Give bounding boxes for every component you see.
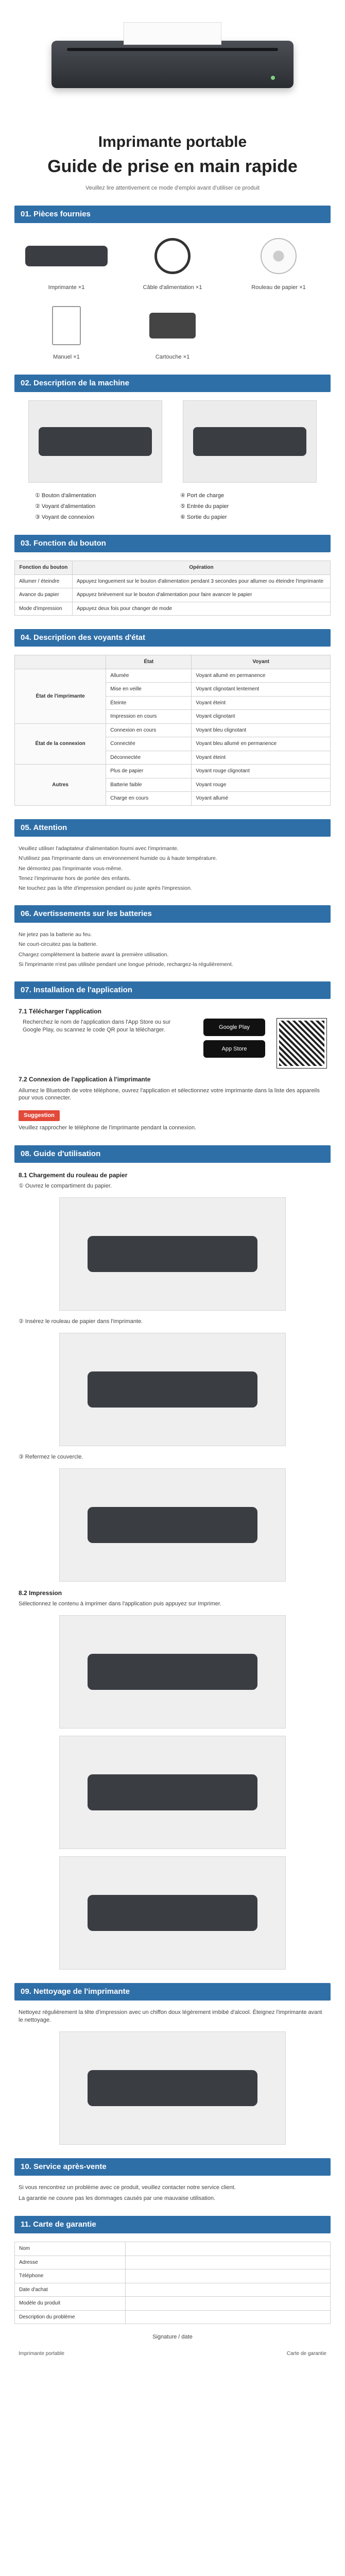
- part-name: Cartouche: [155, 354, 182, 361]
- printer-illustration: [88, 1236, 257, 1272]
- part-item: [232, 231, 325, 292]
- group-label: État de la connexion: [15, 723, 106, 765]
- warranty-label: Date d'achat: [15, 2283, 126, 2297]
- warranty-field[interactable]: [125, 2256, 330, 2269]
- legend-item: ③ Voyant de connexion: [35, 514, 95, 521]
- product-hero: [14, 0, 331, 129]
- guide-step: ① Ouvrez le compartiment du papier.: [19, 1183, 112, 1190]
- printer-illustration: [88, 1507, 257, 1543]
- parts-grid: [14, 231, 331, 361]
- part-name: Imprimante: [48, 284, 77, 291]
- section-header-app: 07. Installation de l'application: [14, 981, 331, 999]
- guide-step: ② Insérez le rouleau de papier dans l'imprimante.: [19, 1318, 143, 1325]
- paper-slot: [67, 48, 278, 51]
- table-header: État: [106, 655, 192, 669]
- battery-list: [19, 931, 326, 968]
- table-row: [15, 669, 331, 683]
- part-qty: ×1: [183, 354, 190, 361]
- list-item: Ne démontez pas l'imprimante vous-même.: [19, 865, 123, 872]
- qr-code-icon[interactable]: [277, 1019, 326, 1068]
- page-footer: [19, 2350, 326, 2358]
- table-cell: Voyant allumé en permanence: [192, 669, 331, 683]
- app-connect-text: Allumez le Bluetooth de votre téléphone, ouvrez l'application et sélectionnez votre imprimante dans la liste des appareils pour vous connecter.: [19, 1087, 320, 1101]
- warranty-field[interactable]: [125, 2269, 330, 2283]
- printer-illustration: [51, 41, 294, 88]
- warranty-label: Adresse: [15, 2256, 126, 2269]
- table-cell: Voyant éteint: [192, 751, 331, 765]
- status-table: [14, 655, 331, 806]
- printer-icon: [25, 246, 108, 266]
- section-header-attention: 05. Attention: [14, 819, 331, 837]
- signature-line: Signature / date: [152, 2334, 193, 2341]
- section-header-machine: 02. Description de la machine: [14, 375, 331, 392]
- service-text: Si vous rencontrez un problème avec ce produit, veuillez contacter notre service client.: [19, 2184, 236, 2191]
- machine-front-view: [28, 400, 162, 483]
- store-badges: [203, 1019, 265, 1058]
- table-row: [15, 2242, 331, 2256]
- cable-icon: [154, 238, 191, 274]
- table-cell: Voyant rouge: [192, 778, 331, 792]
- table-cell: Voyant éteint: [192, 696, 331, 710]
- section-header-parts: 01. Pièces fournies: [14, 206, 331, 223]
- legend-item: ② Voyant d'alimentation: [35, 503, 96, 510]
- cartridge-icon: [149, 313, 196, 338]
- app-download-heading: 7.1 Télécharger l'application: [19, 1008, 101, 1015]
- part-item: [20, 231, 113, 292]
- table-cell: Voyant bleu clignotant: [192, 723, 331, 737]
- table-cell: Voyant rouge clignotant: [192, 765, 331, 778]
- part-qty: ×1: [195, 284, 202, 291]
- guide-subtitle: Guide de prise en main rapide: [47, 156, 298, 176]
- table-cell: Connectée: [106, 737, 192, 751]
- cleaning-text: Nettoyez régulièrement la tête d'impression avec un chiffon doux légèrement imbibé d'alcool. Éteignez l'imprimante avant le nettoyage.: [19, 2009, 322, 2024]
- machine-diagram: [14, 400, 331, 483]
- table-cell: Mise en veille: [106, 683, 192, 697]
- list-item: Ne court-circuitez pas la batterie.: [19, 941, 98, 948]
- machine-legend: [14, 492, 331, 521]
- table-cell: Allumée: [106, 669, 192, 683]
- list-item: Tenez l'imprimante hors de portée des enfants.: [19, 875, 131, 882]
- part-qty: ×1: [78, 284, 85, 291]
- guide-illustration: [14, 1856, 331, 1970]
- manual-icon: [52, 306, 81, 345]
- legend-item: ④ Port de charge: [180, 493, 225, 499]
- warranty-field[interactable]: [125, 2310, 330, 2324]
- printer-illustration: [88, 1654, 257, 1690]
- guide-illustration: [14, 1468, 331, 1582]
- app-connect-heading: 7.2 Connexion de l'application à l'imprimante: [19, 1076, 151, 1083]
- section-header-battery: 06. Avertissements sur les batteries: [14, 905, 331, 923]
- guide-illustration: [14, 1333, 331, 1446]
- app-store-badge[interactable]: App Store: [203, 1040, 265, 1058]
- suggestion-tag: Suggestion: [19, 1110, 60, 1121]
- warranty-field[interactable]: [125, 2297, 330, 2311]
- guide-illustration: [14, 1615, 331, 1728]
- google-play-badge[interactable]: Google Play: [203, 1019, 265, 1036]
- legend-item: ⑥ Sortie du papier: [180, 514, 227, 521]
- table-row: [15, 574, 331, 588]
- section-header-guide: 08. Guide d'utilisation: [14, 1145, 331, 1163]
- warranty-field[interactable]: [125, 2283, 330, 2297]
- app-download-text: Recherchez le nom de l'application dans l'App Store ou sur Google Play, ou scannez le code QR pour la télécharger.: [23, 1019, 171, 1033]
- table-cell: Appuyez deux fois pour changer de mode: [72, 602, 330, 616]
- table-cell: Éteinte: [106, 696, 192, 710]
- list-item: Ne jetez pas la batterie au feu.: [19, 931, 92, 938]
- part-qty: ×1: [299, 284, 306, 291]
- table-row: [15, 2310, 331, 2324]
- table-cell: Charge en cours: [106, 792, 192, 806]
- paper-sheet: [124, 22, 221, 45]
- table-row: [15, 2269, 331, 2283]
- warranty-label: Description du problème: [15, 2310, 126, 2324]
- table-cell: Allumer / éteindre: [15, 574, 73, 588]
- button-function-table: [14, 561, 331, 616]
- group-label: Autres: [15, 765, 106, 806]
- group-label: État de l'imprimante: [15, 669, 106, 723]
- part-name: Câble d'alimentation: [143, 284, 194, 291]
- table-header: Opération: [72, 561, 330, 575]
- list-item: Veuillez utiliser l'adaptateur d'alimentation fourni avec l'imprimante.: [19, 845, 179, 852]
- printing-heading: 8.2 Impression: [19, 1589, 62, 1597]
- part-qty: ×1: [73, 354, 80, 361]
- guide-illustration: [14, 1197, 331, 1311]
- list-item: Si l'imprimante n'est pas utilisée pendant une longue période, rechargez-la régulièrement.: [19, 961, 233, 968]
- printer-illustration: [88, 1895, 257, 1931]
- list-item: Ne touchez pas la tête d'impression pendant ou juste après l'impression.: [19, 885, 192, 891]
- printer-illustration: [88, 2070, 257, 2106]
- section-header-cleaning: 09. Nettoyage de l'imprimante: [14, 1983, 331, 2001]
- table-cell: Déconnectée: [106, 751, 192, 765]
- guide-illustration: [14, 1736, 331, 1849]
- table-row: [15, 765, 331, 778]
- warranty-label: Nom: [15, 2242, 126, 2256]
- table-cell: Avance du papier: [15, 588, 73, 602]
- table-cell: Impression en cours: [106, 710, 192, 724]
- table-cell: Appuyez longuement sur le bouton d'alimentation pendant 3 secondes pour allumer ou éteindre l'imprimante: [72, 574, 330, 588]
- section-header-button: 03. Fonction du bouton: [14, 535, 331, 552]
- product-title: Imprimante portable: [98, 133, 247, 150]
- part-item: [20, 301, 113, 361]
- table-row: [15, 2283, 331, 2297]
- table-row: [15, 2256, 331, 2269]
- app-download-row: [14, 1019, 331, 1068]
- printer-illustration: [88, 1774, 257, 1810]
- table-row: [15, 723, 331, 737]
- footer-left: Imprimante portable: [19, 2350, 64, 2357]
- printer-side-shape: [193, 427, 306, 456]
- intro-text: Veuillez lire attentivement ce mode d'emploi avant d'utiliser ce produit: [85, 185, 260, 192]
- part-item: [126, 301, 219, 361]
- table-row: [15, 602, 331, 616]
- paper-roll-icon: [261, 238, 297, 274]
- warranty-field[interactable]: [125, 2242, 330, 2256]
- table-header: Fonction du bouton: [15, 561, 73, 575]
- table-cell: Voyant allumé: [192, 792, 331, 806]
- machine-side-view: [183, 400, 317, 483]
- status-led: [271, 76, 275, 80]
- part-name: Manuel: [53, 354, 72, 361]
- section-header-status: 04. Description des voyants d'état: [14, 629, 331, 647]
- legend-item: ⑤ Entrée du papier: [180, 503, 229, 510]
- printer-illustration: [88, 1371, 257, 1408]
- legend-item: ① Bouton d'alimentation: [35, 493, 96, 499]
- footer-right: Carte de garantie: [286, 2350, 326, 2357]
- attention-list: [19, 845, 326, 892]
- paper-loading-heading: 8.1 Chargement du rouleau de papier: [19, 1172, 128, 1179]
- guide-step: Sélectionnez le contenu à imprimer dans l'application puis appuyez sur Imprimer.: [19, 1601, 222, 1607]
- warranty-table: [14, 2242, 331, 2324]
- section-header-warranty: 11. Carte de garantie: [14, 2216, 331, 2233]
- list-item: N'utilisez pas l'imprimante dans un environnement humide ou à haute température.: [19, 855, 217, 862]
- table-row: [15, 588, 331, 602]
- warranty-label: Modèle du produit: [15, 2297, 126, 2311]
- part-name: Rouleau de papier: [251, 284, 298, 291]
- table-row: [15, 2297, 331, 2311]
- table-header: Voyant: [192, 655, 331, 669]
- printer-front-shape: [39, 427, 152, 456]
- table-cell: Plus de papier: [106, 765, 192, 778]
- table-cell: Voyant bleu allumé en permanence: [192, 737, 331, 751]
- guide-step: ③ Refermez le couvercle.: [19, 1454, 83, 1461]
- table-header: [15, 655, 106, 669]
- cleaning-illustration: [14, 2031, 331, 2145]
- table-cell: Appuyez brièvement sur le bouton d'alimentation pour faire avancer le papier: [72, 588, 330, 602]
- table-cell: Mode d'impression: [15, 602, 73, 616]
- list-item: Chargez complètement la batterie avant la première utilisation.: [19, 951, 169, 958]
- table-cell: Batterie faible: [106, 778, 192, 792]
- warranty-label: Téléphone: [15, 2269, 126, 2283]
- service-text: La garantie ne couvre pas les dommages causés par une mauvaise utilisation.: [19, 2195, 216, 2202]
- table-cell: Voyant clignotant: [192, 710, 331, 724]
- part-item: [126, 231, 219, 292]
- section-header-service: 10. Service après-vente: [14, 2158, 331, 2176]
- table-cell: Voyant clignotant lentement: [192, 683, 331, 697]
- suggestion-text: Veuillez rapprocher le téléphone de l'imprimante pendant la connexion.: [19, 1125, 197, 1131]
- table-cell: Connexion en cours: [106, 723, 192, 737]
